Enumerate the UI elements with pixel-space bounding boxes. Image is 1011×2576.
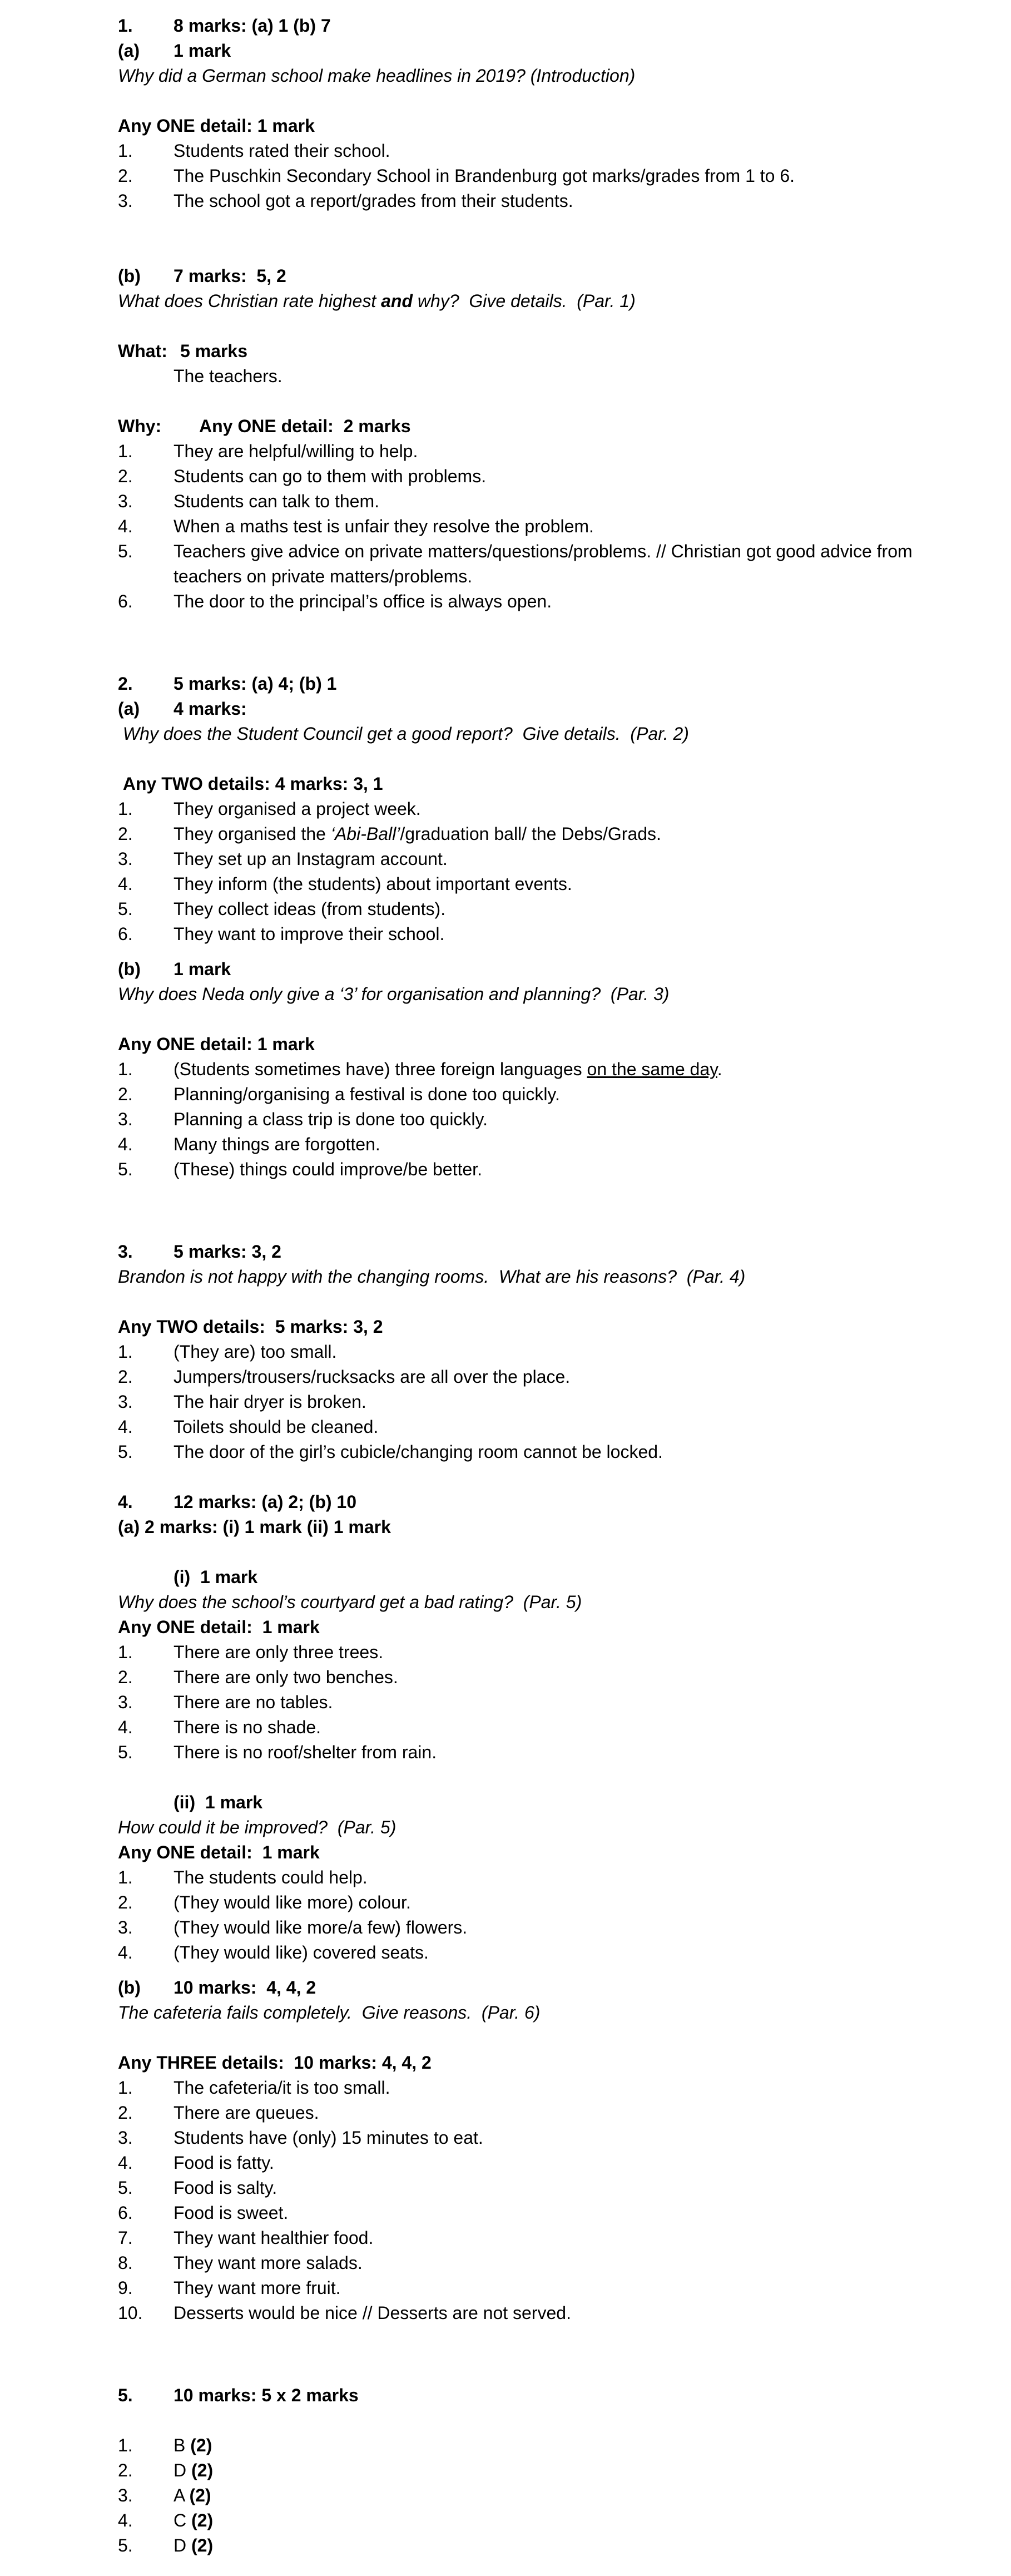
list-item-number: 5. xyxy=(118,2178,133,2198)
line-number: Why: xyxy=(118,416,162,436)
vertical-gap xyxy=(118,1765,955,1790)
list-item xyxy=(118,464,955,489)
list-item xyxy=(118,1132,955,1157)
list-item-number: 3. xyxy=(118,2128,133,2148)
list-item-number: 2. xyxy=(118,824,133,844)
list-item-text: Students rated their school. xyxy=(174,141,390,161)
list-item-text xyxy=(174,2508,955,2533)
list-item-text: There are only two benches. xyxy=(174,1667,398,1687)
list-item-number: 1. xyxy=(118,1059,133,1079)
list-item xyxy=(118,2533,955,2558)
list-item-number: 3. xyxy=(118,191,133,211)
list-item xyxy=(118,2175,955,2201)
list-item-number: 5. xyxy=(118,2535,133,2555)
heading-line xyxy=(118,772,955,797)
list-item-text: Students have (only) 15 minutes to eat. xyxy=(174,2128,483,2148)
text-segment: (2) xyxy=(191,2535,214,2555)
line-number: 3. xyxy=(118,1242,133,1262)
text-segment: What does Christian rate highest xyxy=(118,291,381,311)
list-item-text: They want to improve their school. xyxy=(174,924,445,944)
vertical-gap xyxy=(118,947,955,957)
list-item-text: Planning/organising a festival is done too quickly. xyxy=(174,1084,560,1104)
list-item-number: 5. xyxy=(118,541,133,561)
line-number: (a) xyxy=(118,699,140,719)
line-text: How could it be improved? (Par. 5) xyxy=(118,1817,397,1837)
list-item xyxy=(118,847,955,872)
list-item-number: 3. xyxy=(118,849,133,869)
list-item-number: 3. xyxy=(118,491,133,511)
list-item-text: The door of the girl’s cubicle/changing room cannot be locked. xyxy=(174,1442,663,1462)
list-item-number: 7. xyxy=(118,2228,133,2248)
text-segment: ‘Abi-Ball’ xyxy=(330,824,400,844)
list-item xyxy=(118,1057,955,1082)
list-item-text: There are no tables. xyxy=(174,1692,333,1712)
line-number: 4. xyxy=(118,1492,133,1512)
text-segment: . xyxy=(717,1059,722,1079)
list-item-number: 8. xyxy=(118,2253,133,2273)
list-item xyxy=(118,2458,955,2483)
line-number: 5. xyxy=(118,2385,133,2405)
list-item-text: (They would like more/a few) flowers. xyxy=(174,1917,468,1937)
line-number: (b) xyxy=(118,959,141,979)
vertical-gap xyxy=(118,389,955,414)
line-text: Any ONE detail: 1 mark xyxy=(118,1034,315,1054)
list-item-number: 2. xyxy=(118,1892,133,1912)
text-segment: and xyxy=(381,291,413,311)
list-item-number: 4. xyxy=(118,1717,133,1737)
list-item xyxy=(118,1890,955,1915)
list-item xyxy=(118,1107,955,1132)
list-item-number: 4. xyxy=(118,874,133,894)
list-item-number: 5. xyxy=(118,1742,133,1762)
list-item-number: 2. xyxy=(118,1084,133,1104)
list-item-number: 2. xyxy=(118,2103,133,2123)
heading-line xyxy=(118,2050,955,2075)
heading-line xyxy=(118,264,955,289)
heading-line xyxy=(118,671,955,696)
list-item xyxy=(118,1640,955,1665)
list-item-text: When a maths test is unfair they resolve the problem. xyxy=(174,516,594,536)
line-number: (a) xyxy=(118,41,140,61)
heading-line xyxy=(118,13,955,38)
list-item-number: 3. xyxy=(118,2485,133,2505)
list-item-text: The Puschkin Secondary School in Brandenburg got marks/grades from 1 to 6. xyxy=(174,166,795,186)
vertical-gap xyxy=(118,2326,955,2383)
line-text: 4 marks: xyxy=(174,699,247,719)
list-item-text: Many things are forgotten. xyxy=(174,1134,380,1154)
list-item xyxy=(118,1690,955,1715)
line-text: 8 marks: (a) 1 (b) 7 xyxy=(174,16,331,36)
line-text xyxy=(118,289,955,314)
list-item-number: 2. xyxy=(118,2460,133,2480)
question-line xyxy=(118,2000,955,2025)
list-item-text: They collect ideas (from students). xyxy=(174,899,446,919)
list-item xyxy=(118,439,955,464)
vertical-gap xyxy=(118,1182,955,1239)
list-item-number: 2. xyxy=(118,1367,133,1387)
text-segment: (2) xyxy=(190,2435,212,2455)
list-item-number: 3. xyxy=(118,1109,133,1129)
line-number: 2. xyxy=(118,674,133,694)
list-item-number: 4. xyxy=(118,2510,133,2530)
text-segment: D xyxy=(174,2535,191,2555)
line-text: Any THREE details: 10 marks: 4, 4, 2 xyxy=(118,2053,432,2073)
list-item-number: 1. xyxy=(118,441,133,461)
line-text: 10 marks: 4, 4, 2 xyxy=(174,1977,316,1997)
list-item xyxy=(118,489,955,514)
list-item xyxy=(118,2301,955,2326)
list-item xyxy=(118,897,955,922)
list-item-text: Teachers give advice on private matters/questions/problems. // Christian got good advice from teachers on private matters/problems. xyxy=(174,541,918,586)
text-segment: /graduation ball/ the Debs/Grads. xyxy=(400,824,661,844)
list-item-text xyxy=(174,2458,955,2483)
list-item xyxy=(118,2251,955,2276)
list-item-number: 2. xyxy=(118,1667,133,1687)
list-item-number: 5. xyxy=(118,1159,133,1179)
text-segment: (2) xyxy=(189,2485,211,2505)
question-line xyxy=(118,63,955,88)
list-item-text: Planning a class trip is done too quickly. xyxy=(174,1109,488,1129)
heading-line xyxy=(118,414,955,439)
list-item-number: 5. xyxy=(118,899,133,919)
list-item-number: 1. xyxy=(118,2078,133,2098)
vertical-gap xyxy=(118,1007,955,1032)
list-item xyxy=(118,872,955,897)
line-text: Any ONE detail: 1 mark xyxy=(118,1842,320,1862)
line-text: 12 marks: (a) 2; (b) 10 xyxy=(174,1492,357,1512)
heading-line xyxy=(118,1515,955,1540)
list-item-number: 4. xyxy=(118,2153,133,2173)
list-item xyxy=(118,2276,955,2301)
list-item-number: 3. xyxy=(118,1692,133,1712)
list-item-text: There is no roof/shelter from rain. xyxy=(174,1742,437,1762)
vertical-gap xyxy=(118,214,955,264)
heading-line xyxy=(118,339,955,364)
text-segment: They organised the xyxy=(174,824,331,844)
list-item-text: There is no shade. xyxy=(174,1717,321,1737)
list-item xyxy=(118,922,955,947)
list-item xyxy=(118,1915,955,1940)
list-item-text xyxy=(174,822,955,847)
answer-line xyxy=(118,364,955,389)
line-number: 1. xyxy=(118,16,133,36)
list-item-text xyxy=(174,2433,955,2458)
heading-line xyxy=(118,696,955,721)
list-item-number: 4. xyxy=(118,516,133,536)
list-item-text: They set up an Instagram account. xyxy=(174,849,448,869)
list-item xyxy=(118,139,955,164)
list-item xyxy=(118,2483,955,2508)
list-item xyxy=(118,1940,955,1965)
list-item xyxy=(118,589,955,614)
list-item-text xyxy=(174,2533,955,2558)
list-item xyxy=(118,514,955,539)
list-item-text: Toilets should be cleaned. xyxy=(174,1417,379,1437)
list-item-text: The students could help. xyxy=(174,1867,368,1887)
list-item xyxy=(118,2100,955,2125)
heading-line xyxy=(118,1490,955,1515)
list-item xyxy=(118,2125,955,2150)
line-text: 10 marks: 5 x 2 marks xyxy=(174,2385,359,2405)
list-item-number: 4. xyxy=(118,1942,133,1962)
list-item-text: They want more salads. xyxy=(174,2253,363,2273)
list-item xyxy=(118,1665,955,1690)
list-item xyxy=(118,1339,955,1364)
line-text: Any ONE detail: 2 marks xyxy=(199,416,411,436)
vertical-gap xyxy=(118,746,955,772)
vertical-gap xyxy=(118,1289,955,1314)
list-item xyxy=(118,2433,955,2458)
list-item-number: 1. xyxy=(118,2435,133,2455)
line-text: Any ONE detail: 1 mark xyxy=(118,1617,320,1637)
line-text: (ii) 1 mark xyxy=(174,1792,263,1812)
heading-line xyxy=(118,1239,955,1264)
line-text: Brandon is not happy with the changing rooms. What are his reasons? (Par. 4) xyxy=(118,1267,746,1287)
list-item xyxy=(118,1440,955,1465)
list-item-text: They want more fruit. xyxy=(174,2278,341,2298)
question-line xyxy=(118,289,955,314)
list-item-text: The hair dryer is broken. xyxy=(174,1392,366,1412)
list-item-text: There are queues. xyxy=(174,2103,319,2123)
list-item-text: They are helpful/willing to help. xyxy=(174,441,418,461)
text-segment: B xyxy=(174,2435,191,2455)
list-item xyxy=(118,1415,955,1440)
line-text: Why does the school’s courtyard get a bad rating? (Par. 5) xyxy=(118,1592,582,1612)
list-item xyxy=(118,539,955,589)
line-text: 5 marks xyxy=(180,341,247,361)
vertical-gap xyxy=(118,1965,955,1975)
text-segment: (Students sometimes have) three foreign languages xyxy=(174,1059,587,1079)
heading-line xyxy=(118,1032,955,1057)
heading-line xyxy=(118,1615,955,1640)
heading-line xyxy=(118,1975,955,2000)
list-item-number: 2. xyxy=(118,166,133,186)
list-item xyxy=(118,1157,955,1182)
list-item xyxy=(118,2075,955,2100)
list-item xyxy=(118,1364,955,1390)
vertical-gap xyxy=(118,1465,955,1490)
list-item-text: Food is fatty. xyxy=(174,2153,274,2173)
list-item-number: 6. xyxy=(118,591,133,611)
vertical-gap xyxy=(118,614,955,671)
list-item-text: The cafeteria/it is too small. xyxy=(174,2078,390,2098)
question-line xyxy=(118,1590,955,1615)
line-text: 7 marks: 5, 2 xyxy=(174,266,286,286)
line-text: 1 mark xyxy=(174,41,231,61)
list-item-text: Students can talk to them. xyxy=(174,491,379,511)
list-item xyxy=(118,1715,955,1740)
vertical-gap xyxy=(118,1540,955,1565)
list-item-number: 3. xyxy=(118,1392,133,1412)
vertical-gap xyxy=(118,2025,955,2050)
line-text: Why did a German school make headlines in 2019? (Introduction) xyxy=(118,66,636,86)
list-item xyxy=(118,1082,955,1107)
list-item xyxy=(118,1390,955,1415)
list-item-number: 3. xyxy=(118,1917,133,1937)
list-item xyxy=(118,797,955,822)
list-item-text: (These) things could improve/be better. xyxy=(174,1159,482,1179)
question-line xyxy=(118,1264,955,1289)
heading-line xyxy=(118,38,955,63)
line-text: 5 marks: 3, 2 xyxy=(174,1242,281,1262)
vertical-gap xyxy=(118,314,955,339)
heading-line xyxy=(118,1840,955,1865)
list-item-text: Desserts would be nice // Desserts are not served. xyxy=(174,2303,571,2323)
heading-line xyxy=(118,113,955,139)
list-item-number: 1. xyxy=(118,799,133,819)
list-item-text xyxy=(174,1057,955,1082)
list-item-text: The school got a report/grades from their students. xyxy=(174,191,573,211)
line-text: Any TWO details: 4 marks: 3, 1 xyxy=(118,774,383,794)
list-item-number: 6. xyxy=(118,924,133,944)
text-segment: (2) xyxy=(191,2510,214,2530)
vertical-gap xyxy=(118,88,955,113)
list-item-number: 4. xyxy=(118,1134,133,1154)
list-item xyxy=(118,2226,955,2251)
line-text: The cafeteria fails completely. Give reasons. (Par. 6) xyxy=(118,2003,541,2023)
line-text: (a) 2 marks: (i) 1 mark (ii) 1 mark xyxy=(118,1517,391,1537)
list-item-text: Jumpers/trousers/rucksacks are all over the place. xyxy=(174,1367,571,1387)
list-item-number: 9. xyxy=(118,2278,133,2298)
list-item-text: (They would like more) colour. xyxy=(174,1892,411,1912)
list-item-text: Students can go to them with problems. xyxy=(174,466,487,486)
list-item xyxy=(118,822,955,847)
text-segment: C xyxy=(174,2510,191,2530)
list-item-text: Food is salty. xyxy=(174,2178,277,2198)
list-item-number: 1. xyxy=(118,1342,133,1362)
list-item-number: 1. xyxy=(118,1867,133,1887)
line-text: Why does Neda only give a ‘3’ for organisation and planning? (Par. 3) xyxy=(118,984,670,1004)
list-item-text: (They are) too small. xyxy=(174,1342,337,1362)
line-text: (i) 1 mark xyxy=(174,1567,258,1587)
list-item-text: They organised a project week. xyxy=(174,799,421,819)
list-item-number: 1. xyxy=(118,1642,133,1662)
text-segment: A xyxy=(174,2485,190,2505)
heading-line xyxy=(118,1565,955,1590)
line-number: What: xyxy=(118,341,167,361)
line-text: The teachers. xyxy=(174,366,283,386)
heading-line xyxy=(118,2383,955,2408)
text-segment: why? Give details. (Par. 1) xyxy=(413,291,636,311)
list-item-number: 5. xyxy=(118,1442,133,1462)
question-line xyxy=(118,1815,955,1840)
question-line xyxy=(118,721,955,746)
line-text: 5 marks: (a) 4; (b) 1 xyxy=(174,674,337,694)
list-item-text: (They would like) covered seats. xyxy=(174,1942,429,1962)
list-item xyxy=(118,189,955,214)
list-item-number: 1. xyxy=(118,141,133,161)
line-number: (b) xyxy=(118,1977,141,1997)
heading-line xyxy=(118,957,955,982)
question-line xyxy=(118,982,955,1007)
list-item xyxy=(118,1740,955,1765)
line-text: 1 mark xyxy=(174,959,231,979)
line-number: (b) xyxy=(118,266,141,286)
list-item-text: They want healthier food. xyxy=(174,2228,374,2248)
list-item xyxy=(118,2508,955,2533)
list-item-text xyxy=(174,2483,955,2508)
line-text: Why does the Student Council get a good report? Give details. (Par. 2) xyxy=(118,724,689,744)
list-item xyxy=(118,2150,955,2175)
list-item xyxy=(118,164,955,189)
list-item-number: 4. xyxy=(118,1417,133,1437)
list-item-text: The door to the principal’s office is always open. xyxy=(174,591,552,611)
list-item-number: 6. xyxy=(118,2203,133,2223)
list-item-text: There are only three trees. xyxy=(174,1642,384,1662)
list-item-number: 2. xyxy=(118,466,133,486)
heading-line xyxy=(118,1314,955,1339)
list-item xyxy=(118,2201,955,2226)
list-item xyxy=(118,1865,955,1890)
text-segment: on the same day xyxy=(587,1059,717,1079)
line-text: Any ONE detail: 1 mark xyxy=(118,116,315,136)
text-segment: D xyxy=(174,2460,191,2480)
list-item-text: Food is sweet. xyxy=(174,2203,289,2223)
line-text: Any TWO details: 5 marks: 3, 2 xyxy=(118,1317,383,1337)
list-item-number: 10. xyxy=(118,2303,143,2323)
text-segment: (2) xyxy=(191,2460,214,2480)
heading-line xyxy=(118,1790,955,1815)
list-item-text: They inform (the students) about important events. xyxy=(174,874,572,894)
vertical-gap xyxy=(118,2408,955,2433)
